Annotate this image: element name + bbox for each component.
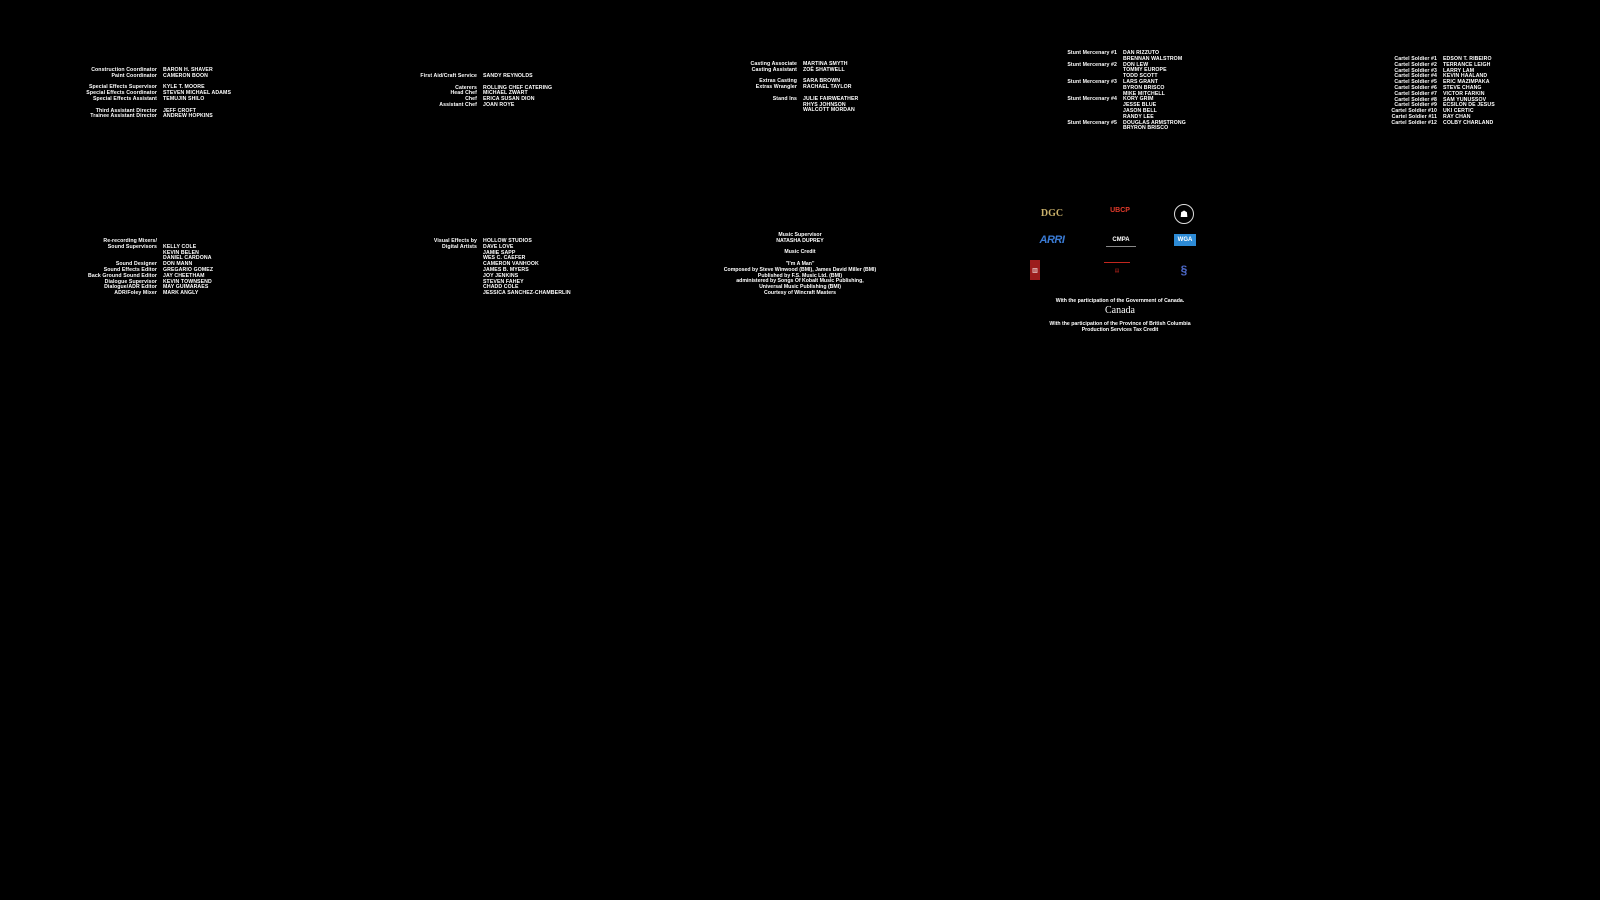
credit-name: RHYS JOHNSON [803,101,846,108]
credit-name: DOUGLAS ARMSTRONG [1123,119,1186,126]
dgc-logo: DGC [1040,207,1064,219]
song-line: Composed by Steve Winwood (BMI), James David Miller (BMI) [723,266,877,273]
credit-name: DAVE LOVE [483,243,514,250]
cmpa-logo: CMPA [1106,234,1136,247]
music-credits [700,233,900,297]
gov-bc-participation: With the participation of the Province of British Columbia [1049,321,1191,327]
credit-role: Casting Associate [750,61,797,67]
credit-role: Assistant Chef [439,101,477,108]
credit-name: KEVIN TOWNSEND [163,278,212,285]
credit-role: Cartel Soldier #6 [1394,84,1437,91]
credit-role: Dialogue/ADR Editor [104,284,157,291]
credit-role: Stunt Mercenary #5 [1067,119,1117,126]
credit-role: Stand Ins [772,95,797,102]
credit-role: Cartel Soldier #3 [1394,67,1437,74]
credit-name: JAMES B. MYERS [483,266,529,273]
credit-name: ERICA SUSAN DION [483,96,535,103]
credit-name: COLBY CHARLAND [1443,119,1494,126]
credit-name: BARON H. SHAVER [163,67,213,73]
credit-name: JOY JENKINS [483,272,519,279]
credit-row [0,121,1495,127]
credit-name: RAY CHAN [1443,113,1471,120]
credit-role: Special Effects Coordinator [86,90,157,97]
credit-name: MARTINA SMYTH [803,61,848,67]
credit-name: JAMIE SAPP [483,249,516,256]
credit-name: ANDREW HOPKINS [163,113,213,120]
credit-name: EDSON T. RIBEIRO [1443,56,1492,62]
credit-name: HOLLOW STUDIOS [483,238,532,244]
credit-role: Cartel Soldier #9 [1394,102,1437,109]
credit-group [0,239,571,297]
credit-name: JESSICA SANCHEZ-CHAMBERLIN [483,290,571,297]
red-banner-logo-icon: ▥ [1030,260,1040,280]
gov-bc-tax-credit: Production Services Tax Credit [1081,327,1159,333]
wga-logo: WGA [1174,234,1196,246]
credit-role: Cartel Soldier #7 [1394,90,1437,97]
credit-name: STEVEN FAHEY [483,278,524,285]
credit-name: MICHAEL ZWART [483,90,528,97]
credit-role: Head Chef [450,90,477,97]
credit-names [483,245,571,297]
credit-name: KEVIN HAALAND [1443,73,1488,80]
song-line: administered by Songs Of Kobalt Music Publishing, [736,278,864,285]
credit-name: RACHAEL TAYLOR [803,84,852,91]
union-emblem-icon: ☗ [1174,204,1194,224]
credit-name: JASON BELL [1123,107,1157,114]
credit-name: ROLLING CHEF CATERING [483,84,553,91]
music-supervisor-role: Music Supervisor [778,232,822,238]
credit-role: Cartel Soldier #8 [1394,96,1437,103]
credit-name: VICTOR FARKIN [1443,90,1485,97]
credit-role: Stunt Mercenary #3 [1067,78,1117,85]
credit-name: RANDY LEE [1123,113,1154,120]
credit-role: ADR/Foley Mixer [114,290,157,297]
music-supervisor-name: NATASHA DUPREY [776,237,824,244]
credit-name: BRYRON BRISCO [1123,125,1169,132]
credit-role: Cartel Soldier #5 [1394,79,1437,86]
credit-role: Dialogue Supervisor [104,278,157,285]
music-credit-heading: Music Credit [784,249,816,256]
credit-role: Cartel Soldier #11 [1391,113,1437,120]
credit-role: Sound Effects Editor [103,266,157,273]
credit-name: SAM YUNUSSOV [1443,96,1487,103]
credit-row [0,245,571,297]
logo-grid [1030,198,1240,288]
credit-name: ECSILON DE JESUS [1443,102,1495,109]
credit-name: ZOË SHATWELL [803,66,845,73]
credit-role: Visual Effects by [433,238,477,244]
credit-name: UKI CERTIC [1443,108,1474,115]
credit-role: Cartel Soldier #2 [1394,61,1437,68]
credit-name: JAY CHEETHAM [163,272,205,279]
credit-name: JESSE BLUE [1123,102,1157,109]
credit-role: Digital Artists [441,243,477,250]
red-seal-logo-icon: ▤ [1104,262,1130,279]
canada-wordmark: Canada [1105,305,1135,316]
credit-role: Cartel Soldier #12 [1391,119,1437,126]
song-line: Courtesy of Wincraft Masters [763,289,837,296]
credit-name: CAMERON VANHOOK [483,261,539,268]
credit-role: Special Effects Supervisor [88,84,157,91]
credit-role: Re-recording Mixers/ [103,238,157,244]
credit-role: First Aid/Craft Service [420,73,477,79]
credit-name: STEVE CHANG [1443,84,1482,91]
credit-name: KEVIN BELEN [163,249,199,256]
credit-name: CHADD COLE [483,284,519,291]
credit-role: Sound Designer [115,261,157,268]
credit-name: TODD SCOTT [1123,73,1158,80]
credit-name: BRENNAN WALSTROM [1123,55,1183,62]
credit-role: Stunt Mercenary #1 [1067,50,1117,56]
credit-name: SANDY REYNOLDS [483,73,533,79]
credit-role: Casting Assistant [751,66,797,73]
credit-role: Sound Supervisors [107,243,157,250]
credit-name: BYRON BRISCO [1123,84,1165,91]
credit-name: TERRANCE LEIGH [1443,61,1491,68]
credit-name: DON MANN [163,261,193,268]
credit-name: DAN RIZZUTO [1123,50,1160,56]
song-line: Universal Music Publishing (BMI) [759,284,841,291]
credit-name: JULIE FAIRWEATHER [803,95,859,102]
credit-name: SARA BROWN [803,78,841,85]
gov-canada-participation: With the participation of the Government of Canada. [1055,298,1185,304]
credit-role: Back Ground Sound Editor [88,272,157,279]
credit-names [1443,121,1493,127]
blue-s-logo-icon: § [1180,263,1188,277]
credit-role: Cartel Soldier #10 [1391,108,1437,115]
credit-role: Trainee Assistant Director [90,113,157,120]
credit-name: STEVEN MICHAEL ADAMS [163,90,232,97]
credit-name: TOMMY EUROPE [1123,67,1167,74]
credit-role: Third Assistant Director [95,107,157,114]
credit-role: Construction Coordinator [91,67,157,73]
credit-name: KYLE T. MOORE [163,84,205,91]
credit-role: Cartel Soldier #1 [1394,56,1437,62]
credit-name: LARRY LAM [1443,67,1475,74]
credit-name: DON LEW [1123,61,1149,68]
credit-name: CAMERON BOON [163,72,209,79]
credit-name: KORY GRIM [1123,96,1154,103]
ubcp-logo: UBCP [1110,206,1130,214]
credit-role: Caterers [455,84,477,91]
credit-name: GREGARIO GOMEZ [163,266,214,273]
song-line: Published by F.S. Music Ltd. (BMI) [757,272,843,279]
credit-role: Stunt Mercenary #4 [1067,96,1117,103]
credit-group [0,57,1495,127]
credit-name: JEFF CROFT [163,107,196,114]
credit-name: WES C. CAEFER [483,255,526,262]
credit-panel [0,57,1495,132]
credit-role: Special Effects Assistant [92,95,157,102]
credit-name: MARK ANGLY [163,290,199,297]
credit-role: Stunt Mercenary #2 [1067,61,1117,68]
credit-name: TEMUJIN SHILO [163,95,205,102]
credit-name: MAY GUIMARAES [163,284,209,291]
credit-name: MIKE MITCHELL [1123,90,1165,97]
song-title: "I'm A Man" [785,260,815,267]
credit-name: KELLY COLE [163,243,197,250]
credit-role: Extras Wrangler [755,84,797,91]
credit-name: WALCOTT MORDAN [803,107,855,114]
credit-role: Extras Casting [759,78,797,85]
credit-name: DANIEL CARDONA [163,255,212,262]
credit-role: Chef [465,96,477,103]
credit-name: JOAN ROYE [483,101,515,108]
credit-name: ERIC MAZIMPAKA [1443,79,1490,86]
credit-role: Paint Coordinator [111,72,157,79]
arri-logo: ARRI [1039,234,1065,246]
credit-name: LARS GRANT [1123,78,1159,85]
credit-panel [0,239,571,303]
credit-role: Cartel Soldier #4 [1394,73,1437,80]
